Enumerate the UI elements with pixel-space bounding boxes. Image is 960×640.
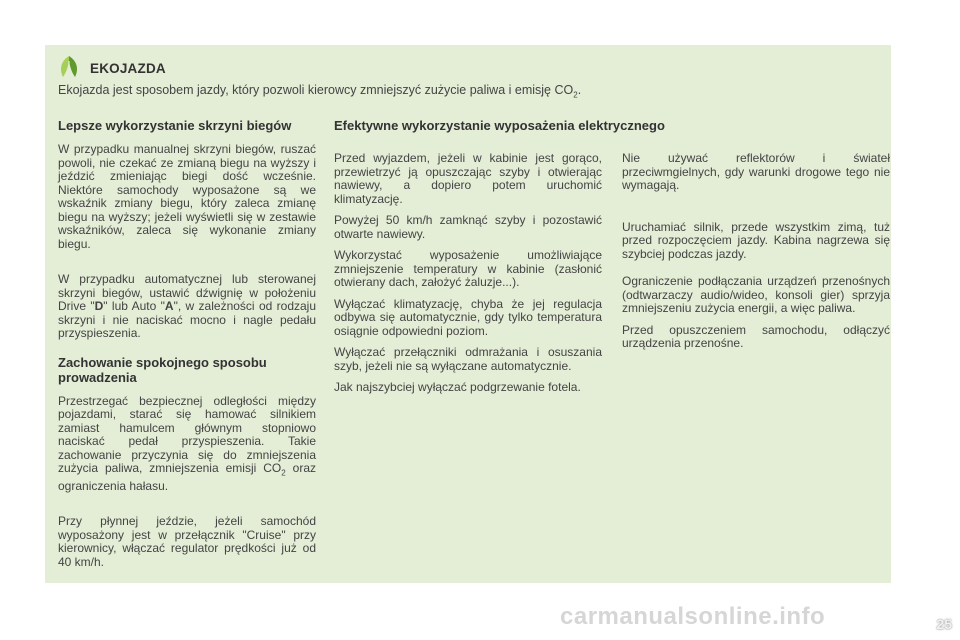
paragraph-item: Wyłączać przełączniki odmrażania i osuszania szyb, jeżeli nie są wyłączane automatycznie. <box>334 345 602 373</box>
paragraph-item: Wyłączać klimatyzację, chyba że jej regulacja odbywa się automatycznie, gdy tylko temperatura osiągnie odpowiedni poziom. <box>334 296 602 338</box>
paragraph-item: Uruchamiać silnik, przede wszystkim zimą, tuż przed rozpoczęciem jazdy. Kabina nagrzewa się szybciej podczas jazdy. <box>622 219 890 261</box>
middle-column <box>334 152 602 403</box>
heading-gearbox: Lepsze wykorzystanie skrzyni biegów <box>58 118 292 133</box>
section-header <box>58 55 166 81</box>
section-title: EKOJAZDA <box>90 60 166 76</box>
paragraph-item: Przed opuszczeniem samochodu, odłączyć urządzenia przenośne. <box>622 322 890 350</box>
paragraph-item: Przed wyjazdem, jeżeli w kabinie jest gorąco, przewietrzyć ją opuszczając szyby i otwierając nawiewy, a dopiero potem uruchomić klimatyzację. <box>334 151 602 206</box>
paragraph-item: Wykorzystać wyposażenie umożliwiające zmniejszenie temperatury w kabinie (zasłonić otwierany dach, założyć żaluzje...). <box>334 248 602 289</box>
paragraph-cruise-control: Przy płynnej jeździe, jeżeli samochód wyposażony jest w przełącznik "Cruise" przy kierownicy, włączać regulator prędkości już od 40 km/h. <box>58 514 316 569</box>
page-number: 25 <box>936 616 952 632</box>
watermark: carmanualsonline.info <box>560 603 826 630</box>
heading-electrical-equipment: Efektywne wykorzystanie wyposażenia elektrycznego <box>334 118 665 133</box>
heading-calm-driving: Zachowanie spokojnego sposobu prowadzenia <box>58 354 267 385</box>
paragraph-automatic-gearbox: W przypadku automatycznej lub sterowanej skrzyni biegów, ustawić dźwignię w położeniu Drive "D" lub Auto "A", w zależności od rodzaju skrzyni i nie naciskać mocno i nagle pedału przyspieszenia. <box>58 272 316 340</box>
left-column <box>58 118 316 577</box>
paragraph-item: Powyżej 50 km/h zamknąć szyby i pozostawić otwarte nawiewy. <box>334 213 602 241</box>
paragraph-item: Ograniczenie podłączania urządzeń przenośnych (odtwarzaczy audio/wideo, konsoli gier) sprzyja zmniejszeniu zużycia energii, a więc paliwa. <box>622 274 890 315</box>
paragraph-manual-gearbox: W przypadku manualnej skrzyni biegów, ruszać powoli, nie czekać ze zmianą biegu na wyższy i jeździć zmieniając biegi dość wcześnie. Niektóre samochody wyposażone są we wskaźnik zmiany biegu, który zaleca zmianę biegu na wyższy; jeżeli wyświetli się w zestawie wskaźników, zaleca się wykonanie zmiany biegu. <box>58 142 316 251</box>
eco-leaf-icon <box>58 55 80 81</box>
paragraph-item: Jak najszybciej wyłączać podgrzewanie fotela. <box>334 380 581 394</box>
paragraph-item: Nie używać reflektorów i świateł przeciwmgielnych, gdy warunki drogowe tego nie wymagają. <box>622 151 890 192</box>
right-column <box>622 152 890 359</box>
intro-text: Ekojazda jest sposobem jazdy, który pozwoli kierowcy zmniejszyć zużycie paliwa i emisję $CO_2$. <box>58 83 582 100</box>
paragraph-safe-distance: Przestrzegać bezpiecznej odległości między pojazdami, starać się hamować silnikiem zamiast hamulcem głównym stopniowo naciskać pedał przyspieszenia. Takie zachowanie przyczynia się do zmniejszenia zużycia paliwa, zmniejszenia emisji $CO_2$ oraz ograniczenia hałasu. <box>58 393 316 493</box>
